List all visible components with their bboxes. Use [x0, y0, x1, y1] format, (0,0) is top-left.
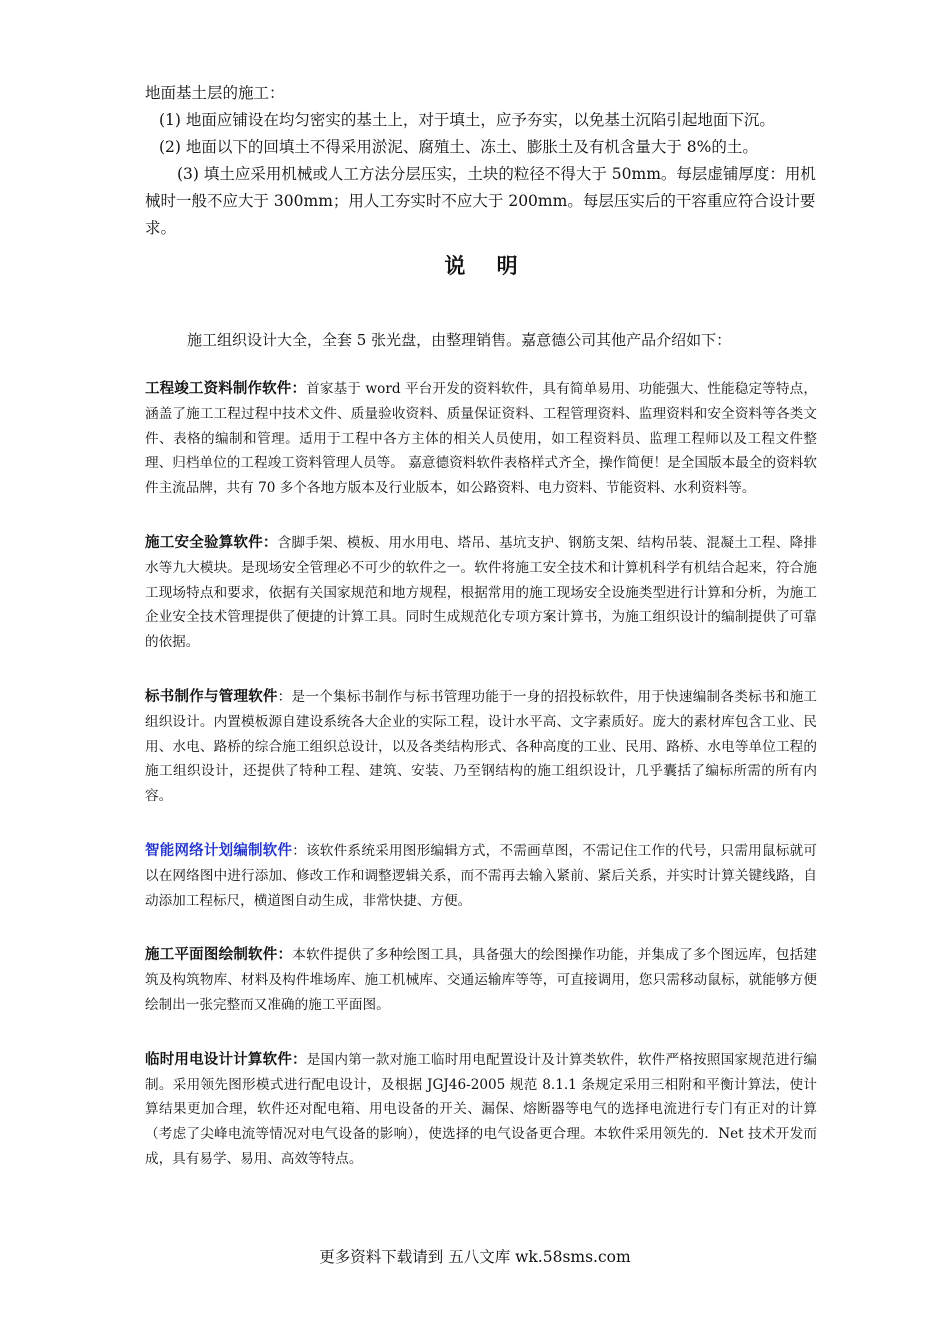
- product-description: 是国内第一款对施工临时用电配置设计及计算类软件，软件严格按照国家规范进行编制。采用领先图形模式进行配电设计，及根据 JGJ46-2005 规范 8.1.1 条规定采用三相附和平衡计算法，使计算结果更加合理，软件还对配电箱、用电设备的开关、漏保、熔断器等电气的选择电流进行专门有正对的计算（考虑了尖峰电流等情况对电气设备的影响），使选择的电气设备更合理。本软件采用领先的．Net 技术开发而成，具有易学、易用、高效等特点。: [145, 1051, 818, 1167]
- intro-title: 地面基土层的施工：: [145, 84, 285, 102]
- product-name: 施工平面图绘制软件：: [145, 947, 293, 964]
- product-list: [145, 377, 817, 1202]
- intro-item: (2) 地面以下的回填土不得采用淤泥、腐殖土、冻土、膨胀土及有机含量大于 8%的土。: [159, 138, 758, 156]
- product-description: ：该软件系统采用图形编辑方式，不需画草图，不需记住工作的代号，只需用鼠标就可以在网络图中进行添加、修改工作和调整逻辑关系，而不需再去输入紧前、紧后关系，并实时计算关键线路，自动添加工程标尺，横道图自动生成，非常快捷、方便。: [145, 842, 818, 909]
- intro-section: [145, 80, 825, 242]
- section-heading: 说 明: [444, 254, 530, 278]
- product-name: 临时用电设计计算软件：: [145, 1051, 307, 1068]
- intro-item: (3) 填土应采用机械或人工方法分层压实，土块的粒径不得大于 50mm。每层虚铺厚度：用机械时一般不应大于 300mm；用人工夯实时不应大于 200mm。每层压实后的干容重应符合设计要求。: [145, 165, 816, 237]
- product-name: 工程竣工资料制作软件：: [145, 381, 307, 397]
- product-name: 标书制作与管理软件: [145, 688, 278, 705]
- product-item: [145, 1048, 817, 1172]
- product-item: [145, 377, 817, 501]
- product-item: [145, 839, 817, 913]
- intro-item: (1) 地面应铺设在均匀密实的基土上，对于填土，应予夯实，以免基土沉陷引起地面下沉。: [159, 111, 775, 129]
- product-item: [145, 685, 817, 809]
- product-description: 本软件提供了多种绘图工具，具备强大的绘图操作功能，并集成了多个图远库，包括建筑及构筑物库、材料及构件堆场库、施工机械库、交通运输库等等，可直接调用，您只需移动鼠标，就能够方便绘制出一张完整而又准确的施工平面图。: [145, 947, 818, 1013]
- lead-paragraph: 施工组织设计大全，全套 5 张光盘，由整理销售。嘉意德公司其他产品介绍如下：: [187, 331, 732, 349]
- product-description: ：是一个集标书制作与标书管理功能于一身的招投标软件，用于快速编制各类标书和施工组织设计。内置模板源自建设系统各大企业的实际工程，设计水平高、文字素质好。庞大的素材库包含工业、民用、水电、路桥的综合施工组织总设计，以及各类结构形式、各种高度的工业、民用、路桥、水电等单位工程的施工组织设计，还提供了特种工程、建筑、安装、乃至钢结构的施工组织设计，几乎囊括了编标所需的所有内容。: [145, 688, 817, 805]
- page-footer: 更多资料下载请到 五八文库 wk.58sms.com: [319, 1248, 631, 1266]
- product-description: 首家基于 word 平台开发的资料软件，具有简单易用、功能强大、性能稳定等特点，涵盖了施工工程过程中技术文件、质量验收资料、质量保证资料、工程管理资料、监理资料和安全资料等各类文件、表格的编制和管理。适用于工程中各方主体的相关人员使用，如工程资料员、监理工程师以及工程文件整理、归档单位的工程竣工资料管理人员等。 嘉意德资料软件表格样式齐全，操作简便！是全国版本最全的资料软件主流品牌，共有 70 多个各地方版本及行业版本，如公路资料、电力资料、节能资料、水利资料等。: [145, 381, 817, 497]
- product-item: [145, 943, 817, 1017]
- product-description: 含脚手架、模板、用水用电、塔吊、基坑支护、钢筋支架、结构吊装、混凝土工程、降排水等九大模块。是现场安全管理必不可少的软件之一。软件将施工安全技术和计算机科学有机结合起来，符合施工现场特点和要求，依据有关国家规范和地方规程，根据常用的施工现场安全设施类型进行计算和分析，为施工企业安全技术管理提供了便捷的计算工具。同时生成规范化专项方案计算书，为施工组织设计的编制提供了可靠的依据。: [145, 534, 817, 651]
- product-name-link[interactable]: 智能网络计划编制软件: [145, 842, 293, 859]
- product-item: [145, 531, 817, 655]
- product-name: 施工安全验算软件：: [145, 534, 278, 551]
